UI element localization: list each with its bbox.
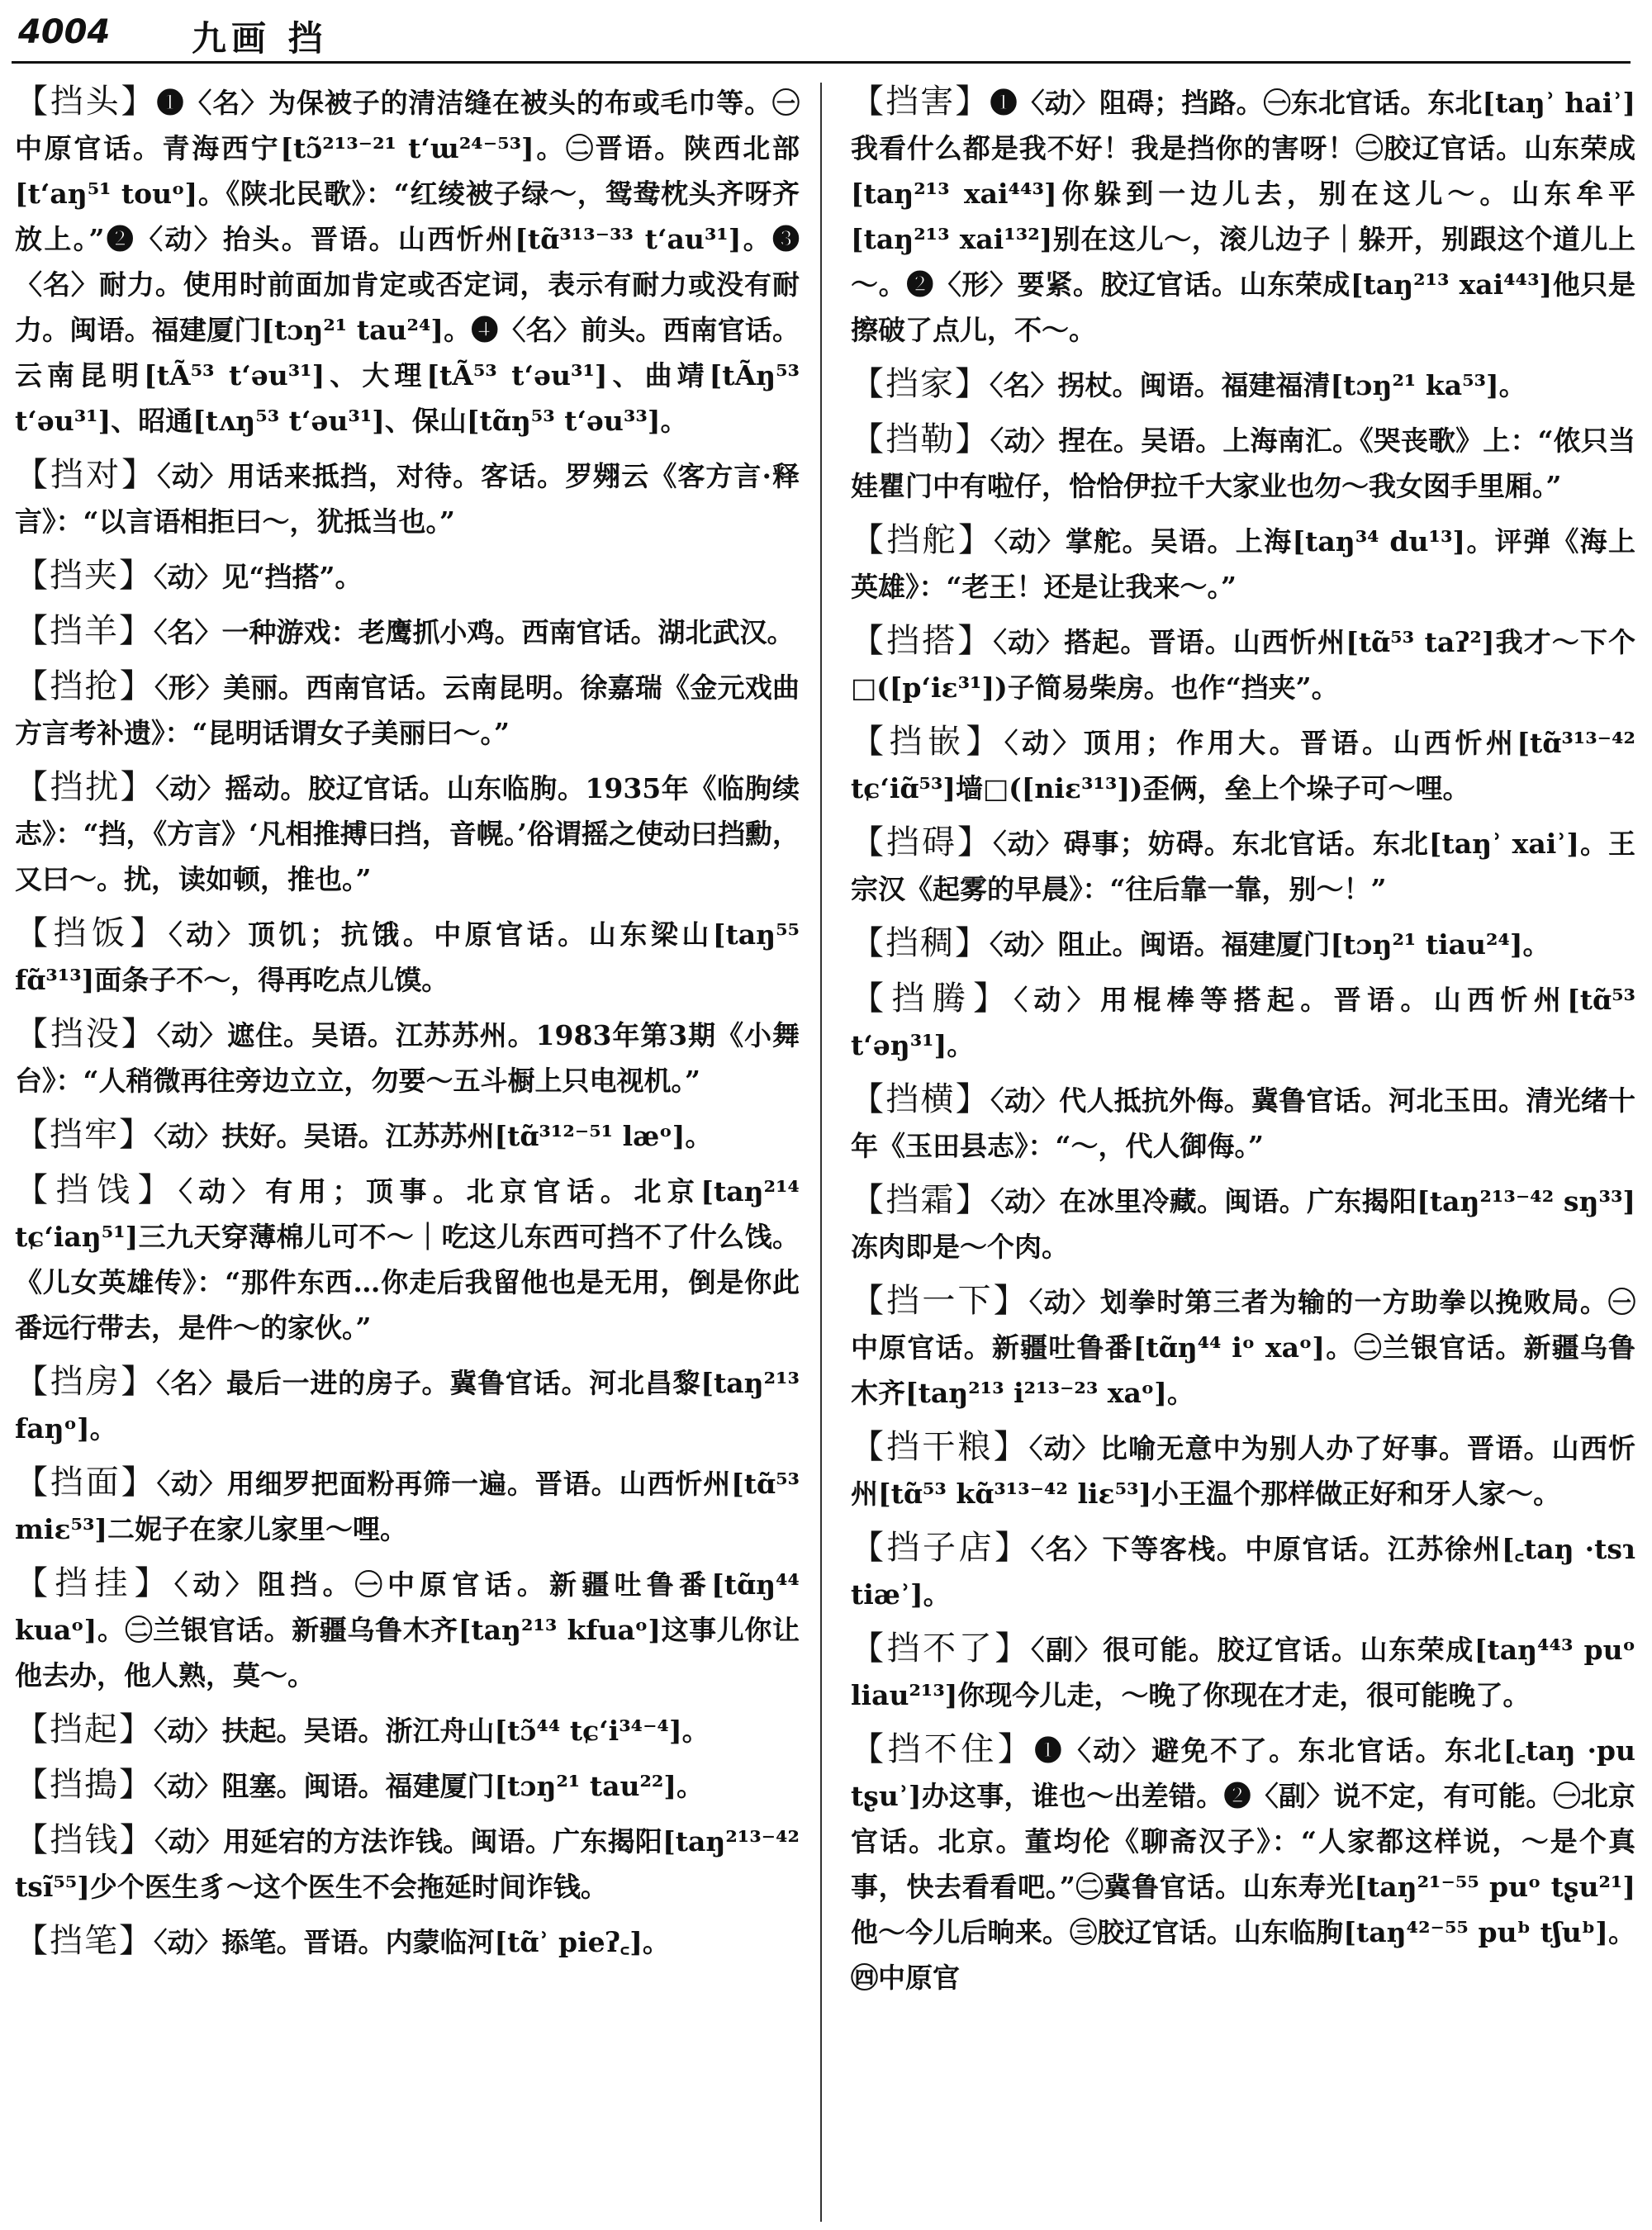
dictionary-entry bbox=[15, 453, 800, 544]
entry-definition: 〈动〉代人抵抗外侮。冀鲁官话。河北玉田。清光绪十年《玉田县志》：“～，代人御侮。” bbox=[851, 1084, 1635, 1162]
dictionary-entry bbox=[15, 1168, 800, 1350]
entry-headword: 【挡搗】 bbox=[15, 1766, 154, 1804]
entry-headword: 【挡饭】 bbox=[15, 914, 169, 952]
dictionary-entry bbox=[15, 1818, 800, 1910]
entry-headword: 【挡笔】 bbox=[15, 1922, 154, 1960]
entry-definition: 〈动〉阻挡。㊀中原官话。新疆吐鲁番[tɑ̃ŋ⁴⁴ kuaᵒ]。㊁兰银官话。新疆乌鲁木齐[taŋ²¹³ kfuaᵒ]这事儿你让他去办，他人熟，莫～。 bbox=[15, 1568, 800, 1691]
entry-headword: 【挡稠】 bbox=[851, 924, 990, 962]
entry-headword: 【挡一下】 bbox=[851, 1282, 1029, 1320]
entry-definition: 〈动〉顶用；作用大。晋语。山西忻州[tɑ̃³¹³⁻⁴² tɕʻiɑ̃⁵³]墙□([niɛ³¹³])歪俩，垒上个垛子可～哩。 bbox=[851, 727, 1635, 804]
dictionary-entry bbox=[851, 417, 1635, 509]
dictionary-entry bbox=[15, 553, 800, 600]
entry-definition: 〈动〉顶饥；抗饿。中原官话。山东梁山[taŋ⁵⁵ fɑ̃³¹³]面条子不～，得再吃点儿馍。 bbox=[15, 918, 800, 996]
entry-definition: 〈动〉用话来抵挡，对待。客话。罗翙云《客方言·释言》：“以言语相拒曰～，犹抵当也。” bbox=[15, 460, 800, 538]
entry-definition: 〈动〉搭起。晋语。山西忻州[tɑ̃⁵³ taʔ²]我才～下个□([pʻiɛ³¹])子简易柴房。也作“挡夹”。 bbox=[851, 626, 1635, 704]
dictionary-entry bbox=[15, 1113, 800, 1159]
entry-headword: 【挡面】 bbox=[15, 1464, 157, 1502]
entry-headword: 【挡碍】 bbox=[851, 823, 994, 861]
entry-definition: 〈动〉有用；顶事。北京官话。北京[taŋ²¹⁴ tɕʻiaŋ⁵¹]三九天穿薄棉儿可不～｜吃这儿东西可挡不了什么饯。《儿女英雄传》：“那件东西…你走后我留他也是无用，倒是你此番远行带去，是件～的家伙。” bbox=[15, 1175, 800, 1344]
page-number: 4004 bbox=[18, 13, 111, 51]
dictionary-entry bbox=[851, 976, 1635, 1068]
dictionary-entry bbox=[15, 1359, 800, 1451]
dictionary-entry bbox=[15, 1763, 800, 1809]
entry-headword: 【挡勒】 bbox=[851, 420, 990, 458]
dictionary-entry bbox=[851, 619, 1635, 710]
dictionary-entry bbox=[851, 1727, 1635, 2000]
entry-headword: 【挡家】 bbox=[851, 365, 990, 403]
entry-definition: 〈名〉最后一进的房子。冀鲁官话。河北昌黎[taŋ²¹³ faŋᵒ]。 bbox=[15, 1367, 800, 1445]
header-title: 九画 挡 bbox=[192, 18, 328, 59]
entry-headword: 【挡钱】 bbox=[15, 1821, 154, 1859]
entry-definition: 〈动〉阻止。闽语。福建厦门[tɔŋ²¹ tiau²⁴]。 bbox=[990, 928, 1550, 961]
entry-headword: 【挡不住】 bbox=[851, 1730, 1035, 1768]
entry-definition: 〈动〉遮住。吴语。江苏苏州。1983年第3期《小舞台》：“人稍微再往旁边立立，勿要～五斗橱上只电视机。” bbox=[15, 1019, 800, 1097]
column-divider bbox=[820, 83, 822, 2222]
dictionary-entry bbox=[15, 1919, 800, 1965]
dictionary-entry bbox=[851, 1626, 1635, 1718]
dictionary-entry bbox=[15, 1707, 800, 1753]
entry-definition: 〈动〉划拳时第三者为输的一方助拳以挽败局。㊀中原官话。新疆吐鲁番[tɑ̃ŋ⁴⁴ iᵒ xaᵒ]。㊁兰银官话。新疆乌鲁木齐[taŋ²¹³ i²¹³⁻²³ xaᵒ]。 bbox=[851, 1286, 1635, 1409]
entry-headword: 【挡扰】 bbox=[15, 768, 156, 806]
entry-definition: 〈动〉碍事；妨碍。东北官话。东北[taŋʾ xaiʾ]。王宗汉《起雾的早晨》：“往后靠一靠，别～！” bbox=[851, 828, 1635, 905]
dictionary-entry bbox=[15, 609, 800, 655]
entry-definition: 〈动〉见“挡搭”。 bbox=[154, 561, 363, 593]
entry-definition: ❶〈名〉为保被子的清洁缝在被头的布或毛巾等。㊀中原官话。青海西宁[tɔ̃²¹³⁻²¹ tʻɯ²⁴⁻⁵³]。㊁晋语。陕西北部[tʻaŋ⁵¹ touᵒ]。《陕北民歌》：“红绫被子绿～，鸳鸯枕头齐呀齐放上。”❷〈动〉抬头。晋语。山西忻州[tɑ̃³¹³⁻³³ tʻau³¹]。❸〈名〉耐力。使用时前面加肯定或否定词，表示有耐力或没有耐力。闽语。福建厦门[tɔŋ²¹ tau²⁴]。❹〈名〉前头。西南官话。云南昆明[tÃ⁵³ tʻəu³¹]、大理[tÃ⁵³ tʻəu³¹]、曲靖[tÃŋ⁵³ tʻəu³¹]、昭通[tʌŋ⁵³ tʻəu³¹]、保山[tɑ̃ŋ⁵³ tʻəu³³]。 bbox=[15, 87, 800, 437]
entry-headword: 【挡牢】 bbox=[15, 1116, 154, 1154]
entry-definition: 〈动〉用棍棒等搭起。晋语。山西忻州[tɑ̃⁵³ tʻəŋ³¹]。 bbox=[851, 984, 1635, 1061]
dictionary-entry bbox=[851, 1525, 1635, 1617]
dictionary-entry bbox=[15, 79, 800, 444]
dictionary-entry bbox=[15, 664, 800, 756]
dictionary-entry bbox=[851, 1178, 1635, 1269]
entry-definition: 〈动〉摇动。胶辽官话。山东临朐。1935年《临朐续志》：“挡，《方言》‘凡相推搏曰挡，音幌。’俗谓摇之使动曰挡勳，又曰～。扰，读如顿，推也。” bbox=[15, 772, 800, 895]
left-column bbox=[15, 79, 800, 2218]
entry-headword: 【挡饯】 bbox=[15, 1171, 179, 1209]
dictionary-entry bbox=[851, 719, 1635, 811]
entry-headword: 【挡房】 bbox=[15, 1363, 157, 1401]
page-header bbox=[12, 5, 1631, 63]
dictionary-entry bbox=[15, 1460, 800, 1552]
entry-headword: 【挡没】 bbox=[15, 1015, 157, 1053]
entry-definition: 〈名〉下等客栈。中原官话。江苏徐州[꜀taŋ ·tsɿ tiæʾ]。 bbox=[851, 1533, 1635, 1611]
entry-definition: 〈名〉一种游戏：老鹰抓小鸡。西南官话。湖北武汉。 bbox=[154, 616, 795, 648]
entry-definition: 〈形〉美丽。西南官话。云南昆明。徐嘉瑞《金元戏曲方言考补遗》：“昆明话谓女子美丽曰～。” bbox=[15, 671, 800, 749]
right-column bbox=[851, 79, 1635, 2218]
entry-headword: 【挡对】 bbox=[15, 456, 158, 494]
entry-headword: 【挡害】 bbox=[851, 83, 990, 121]
entry-definition: 〈动〉阻塞。闽语。福建厦门[tɔŋ²¹ tau²²]。 bbox=[154, 1770, 704, 1802]
entry-definition: 〈名〉拐杖。闽语。福建福清[tɔŋ²¹ ka⁵³]。 bbox=[990, 369, 1526, 401]
entry-headword: 【挡抢】 bbox=[15, 667, 154, 705]
entry-definition: 〈动〉比喻无意中为别人办了好事。晋语。山西忻州[tɑ̃⁵³ kɑ̃³¹³⁻⁴² liɛ⁵³]小王温个那样做正好和牙人家～。 bbox=[851, 1432, 1635, 1510]
entry-definition: ❶〈动〉阻碍；挡路。㊀东北官话。东北[taŋʾ haiʾ]我看什么都是我不好！我是挡你的害呀！㊁胶辽官话。山东荣成[taŋ²¹³ xai⁴⁴³]你躲到一边儿去，别在这儿～。山东牟平[taŋ²¹³ xai¹³²]别在这儿～，滚儿边子｜躲开，别跟这个道儿上～。❷〈形〉要紧。胶辽官话。山东荣成[taŋ²¹³ xai⁴⁴³]他只是擦破了点儿，不～。 bbox=[851, 87, 1635, 346]
entry-definition: 〈动〉在冰里冷藏。闽语。广东揭阳[taŋ²¹³⁻⁴² sŋ³³]冻肉即是～个肉。 bbox=[851, 1185, 1635, 1263]
dictionary-entry bbox=[15, 1012, 800, 1103]
entry-definition: 〈动〉捏在。吴语。上海南汇。《哭丧歌》上：“侬只当娃瞿门中有啦仔，恰恰伊拉千大家业也勿～我女囡手里厢。” bbox=[851, 425, 1635, 502]
entry-headword: 【挡羊】 bbox=[15, 612, 154, 650]
dictionary-entry bbox=[851, 1077, 1635, 1169]
entry-headword: 【挡搭】 bbox=[851, 622, 994, 660]
entry-headword: 【挡舵】 bbox=[851, 521, 995, 559]
entry-definition: 〈动〉掌舵。吴语。上海[taŋ³⁴ du¹³]。评弹《海上英雄》：“老王！还是让我来～。” bbox=[851, 525, 1635, 603]
dictionary-entry bbox=[851, 820, 1635, 912]
entry-definition: 〈动〉用细罗把面粉再筛一遍。晋语。山西忻州[tɑ̃⁵³ miɛ⁵³]二妮子在家儿家里～哩。 bbox=[15, 1468, 800, 1545]
entry-definition: 〈副〉很可能。胶辽官话。山东荣成[taŋ⁴⁴³ puᵒ liau²¹³]你现今儿走，～晚了你现在才走，很可能晚了。 bbox=[851, 1634, 1635, 1711]
entry-headword: 【挡腾】 bbox=[851, 980, 1014, 1018]
entry-definition: 〈动〉扶起。吴语。浙江舟山[tɔ̃⁴⁴ tɕʻi³⁴⁻⁴]。 bbox=[154, 1715, 710, 1747]
entry-headword: 【挡子店】 bbox=[851, 1529, 1031, 1567]
dictionary-entry bbox=[15, 911, 800, 1003]
dictionary-entry bbox=[15, 765, 800, 902]
entry-headword: 【挡横】 bbox=[851, 1080, 990, 1118]
entry-definition: ❶〈动〉避免不了。东北官话。东北[꜀taŋ ·pu tʂuʾ]办这事，谁也～出差错。❷〈副〉说不定，有可能。㊀北京官话。北京。董均伦《聊斋汉子》：“人家都这样说，～是个真事，快去看看吧。”㊁冀鲁官话。山东寿光[taŋ²¹⁻⁵⁵ puᵒ tʂu²¹]他～今儿后晌来。㊂胶辽官话。山东临朐[taŋ⁴²⁻⁵⁵ puᵇ tʃuᵇ]。㊃中原官 bbox=[851, 1734, 1635, 1994]
dictionary-entry bbox=[851, 1279, 1635, 1416]
entry-headword: 【挡夹】 bbox=[15, 557, 154, 595]
entry-headword: 【挡干粮】 bbox=[851, 1428, 1029, 1466]
dictionary-entry bbox=[851, 518, 1635, 610]
entry-headword: 【挡霜】 bbox=[851, 1181, 991, 1219]
dictionary-entry bbox=[851, 362, 1635, 408]
entry-headword: 【挡起】 bbox=[15, 1710, 154, 1748]
header-rule bbox=[12, 61, 1631, 64]
dictionary-entry bbox=[851, 79, 1635, 353]
entry-headword: 【挡挂】 bbox=[15, 1564, 174, 1602]
dictionary-entry bbox=[851, 921, 1635, 967]
entry-definition: 〈动〉掭笔。晋语。内蒙临河[tɑ̃ʾ pieʔ꜀]。 bbox=[154, 1926, 670, 1958]
entry-headword: 【挡头】 bbox=[15, 83, 157, 121]
dictionary-entry bbox=[15, 1561, 800, 1698]
entry-definition: 〈动〉扶好。吴语。江苏苏州[tɑ̃³¹²⁻⁵¹ læᵒ]。 bbox=[154, 1120, 713, 1152]
dictionary-entry bbox=[851, 1425, 1635, 1516]
entry-definition: 〈动〉用延宕的方法诈钱。闽语。广东揭阳[taŋ²¹³⁻⁴² tsĩ⁵⁵]少个医生豸～这个医生不会拖延时间诈钱。 bbox=[15, 1825, 800, 1903]
entry-headword: 【挡不了】 bbox=[851, 1630, 1031, 1668]
entry-headword: 【挡嵌】 bbox=[851, 723, 1004, 761]
